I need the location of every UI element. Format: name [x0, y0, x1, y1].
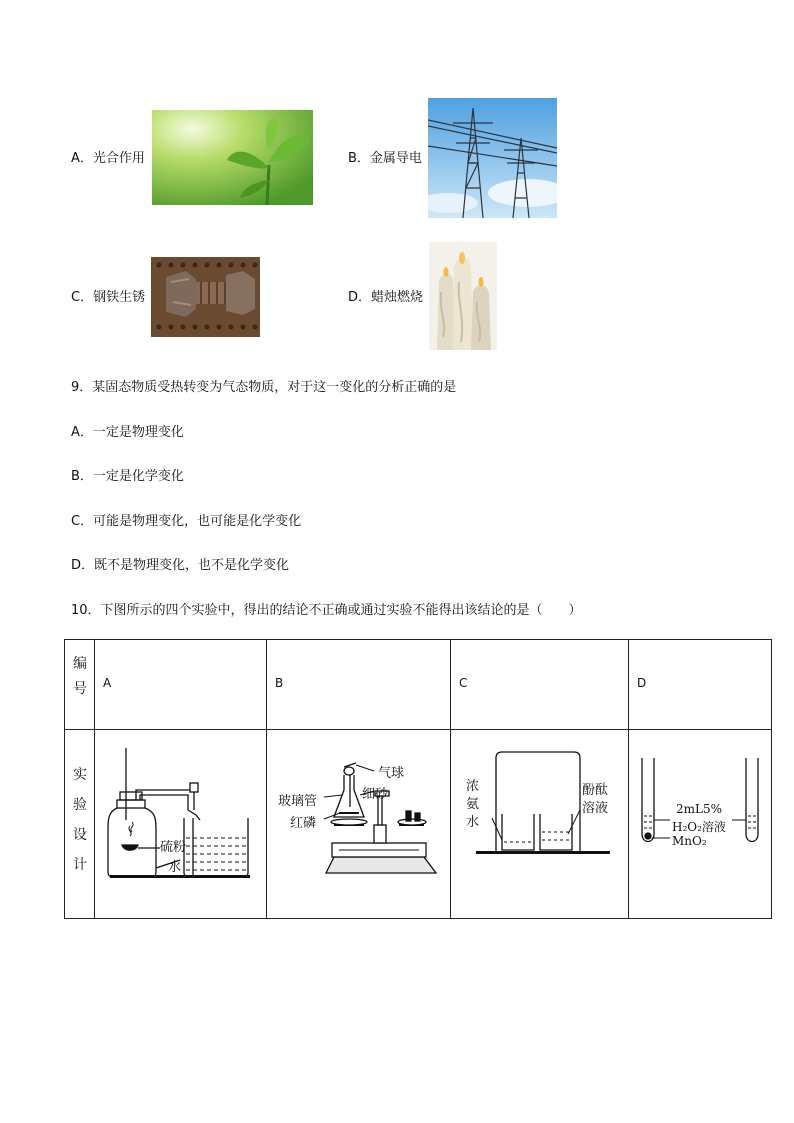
option-text: 钢铁生锈 [93, 290, 146, 305]
label-red-phosphorus: 红磷 [290, 816, 317, 831]
header-label: 编号 [73, 656, 87, 697]
header-label: 实验设计 [73, 767, 87, 873]
row-header-design [65, 730, 95, 919]
rusty-bolt-photo [151, 257, 260, 337]
option-text: 光合作用 [92, 151, 145, 166]
table-row-header [65, 640, 772, 730]
diagram-b [274, 755, 446, 880]
diagram-d [636, 752, 764, 852]
label-sulfur: 硫粉 [160, 840, 187, 855]
label-phenolphthalein: 酚酞溶液 [582, 783, 609, 816]
q9-option-c: C．可能是物理变化，也可能是化学变化 [71, 514, 302, 529]
q8-option-b [348, 150, 422, 168]
leaf-sprout-photo [152, 110, 313, 205]
option-letter: C． [71, 290, 94, 305]
option-text: 金属导电 [369, 151, 422, 166]
column-c-header: C [451, 640, 629, 730]
label-ammonia: 浓氨水 [466, 779, 480, 830]
q9-option-b: B．一定是化学变化 [71, 469, 184, 484]
label-volume: 2mL5% [676, 802, 723, 816]
label-water: 水 [168, 860, 182, 875]
q8-option-c [71, 289, 145, 307]
q8-option-d [348, 289, 423, 307]
label-balloon: 气球 [378, 766, 405, 781]
label-mno2: MnO₂ [672, 834, 707, 848]
candles-photo [429, 242, 497, 350]
column-a-header: A [95, 640, 267, 730]
q9-stem: 9．某固态物质受热转变为气态物质，对于这一变化的分析正确的是 [71, 380, 457, 395]
option-letter: D． [348, 290, 372, 305]
label-glass-tube: 玻璃管 [278, 794, 318, 809]
column-b-header: B [267, 640, 451, 730]
option-letter: A． [71, 151, 93, 166]
power-tower-photo [428, 98, 557, 218]
q9-option-d: D．既不是物理变化，也不是化学变化 [71, 558, 290, 573]
option-text: 蜡烛燃烧 [371, 290, 424, 305]
label-h2o2-solution: H₂O₂溶液 [672, 820, 726, 834]
diagram-a [100, 740, 260, 885]
option-letter: B． [348, 151, 370, 166]
column-d-header: D [629, 640, 772, 730]
q10-stem: 10．下图所示的四个实验中，得出的结论不正确或通过实验不能得出该结论的是（ ） [71, 603, 582, 618]
diagram-c [462, 748, 620, 858]
label-sand: 细砂 [362, 787, 389, 802]
q8-option-a [71, 150, 145, 168]
q9-option-a: A．一定是物理变化 [71, 425, 184, 440]
row-header-number [65, 640, 95, 730]
